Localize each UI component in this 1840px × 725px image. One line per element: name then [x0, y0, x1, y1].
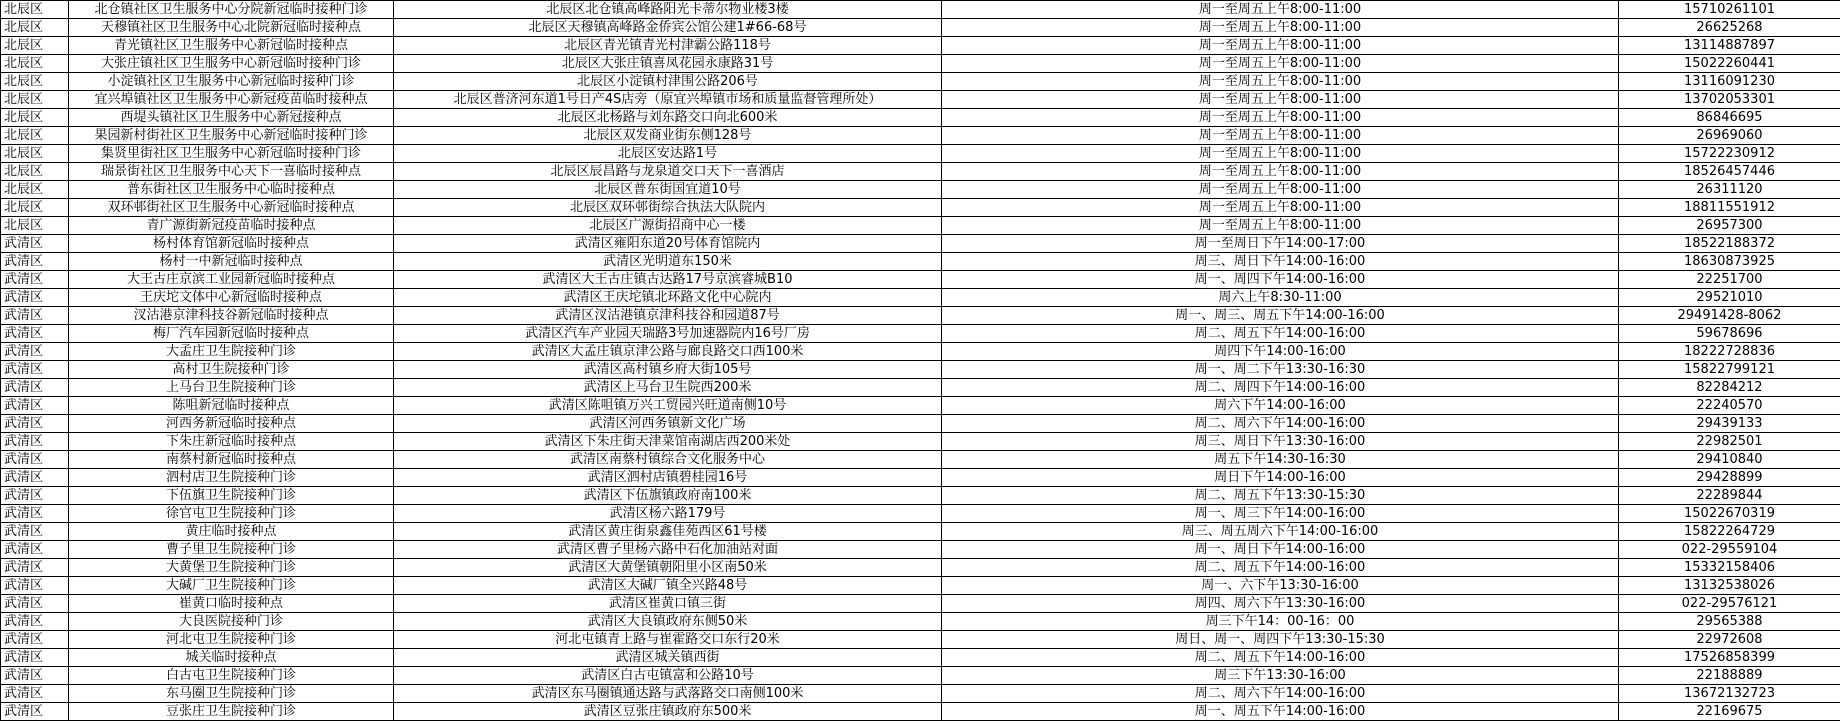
phone-cell[interactable]: 15710261101: [1619, 1, 1840, 19]
district-cell[interactable]: 武清区: [1, 379, 69, 397]
table-row: [1, 577, 1840, 595]
address-cell[interactable]: 武清区下伍旗镇政府南100米: [394, 487, 942, 505]
site-name-cell[interactable]: 河北屯卫生院接种门诊: [69, 631, 394, 649]
address-cell[interactable]: 北辰区辰昌路与龙泉道交口天下一喜酒店: [394, 163, 942, 181]
address-cell[interactable]: 武清区杨六路179号: [394, 505, 942, 523]
table-row: [1, 505, 1840, 523]
table-row: [1, 253, 1840, 271]
table-row: [1, 163, 1840, 181]
phone-cell[interactable]: 022-29576121: [1619, 595, 1840, 613]
address-cell[interactable]: 北辰区小淀镇村津围公路206号: [394, 73, 942, 91]
table-row: [1, 181, 1840, 199]
phone-cell[interactable]: 22289844: [1619, 487, 1840, 505]
phone-cell[interactable]: 22169675: [1619, 703, 1840, 721]
table-row: [1, 469, 1840, 487]
district-cell[interactable]: 武清区: [1, 667, 69, 685]
site-name-cell[interactable]: 集贤里街社区卫生服务中心新冠临时接种门诊: [69, 145, 394, 163]
hours-cell[interactable]: 周一至周五上午8:00-11:00: [942, 73, 1619, 91]
table-row: [1, 667, 1840, 685]
district-cell[interactable]: 武清区: [1, 505, 69, 523]
address-cell[interactable]: 武清区大王古庄镇古达路17号京滨睿城B10: [394, 271, 942, 289]
phone-cell[interactable]: 13114887897: [1619, 37, 1840, 55]
phone-cell[interactable]: 18222728836: [1619, 343, 1840, 361]
site-name-cell[interactable]: 大孟庄卫生院接种门诊: [69, 343, 394, 361]
site-name-cell[interactable]: 崔黄口临时接种点: [69, 595, 394, 613]
phone-cell[interactable]: 13702053301: [1619, 91, 1840, 109]
hours-cell[interactable]: 周三下午13:30-16:00: [942, 667, 1619, 685]
table-row: [1, 613, 1840, 631]
district-cell[interactable]: 武清区: [1, 631, 69, 649]
district-cell[interactable]: 武清区: [1, 253, 69, 271]
hours-cell[interactable]: 周一至周五上午8:00-11:00: [942, 1, 1619, 19]
table-row: [1, 433, 1840, 451]
table-row: [1, 235, 1840, 253]
phone-cell[interactable]: 15822799121: [1619, 361, 1840, 379]
hours-cell[interactable]: 周一至周五上午8:00-11:00: [942, 55, 1619, 73]
table-body: [1, 1, 1840, 721]
site-name-cell[interactable]: 青广源街新冠疫苗临时接种点: [69, 217, 394, 235]
table-row: [1, 289, 1840, 307]
hours-cell[interactable]: 周一、周四下午14:00-16:00: [942, 271, 1619, 289]
phone-cell[interactable]: 26311120: [1619, 181, 1840, 199]
table-row: [1, 55, 1840, 73]
hours-cell[interactable]: 周日、周一、周四下午13:30-15:30: [942, 631, 1619, 649]
address-cell[interactable]: 北辰区天穆镇高峰路金侨宾公馆公建1#66-68号: [394, 19, 942, 37]
table-row: [1, 109, 1840, 127]
phone-cell[interactable]: 22240570: [1619, 397, 1840, 415]
address-cell[interactable]: 北辰区普东街国宜道10号: [394, 181, 942, 199]
phone-cell[interactable]: 29428899: [1619, 469, 1840, 487]
district-cell[interactable]: 武清区: [1, 523, 69, 541]
table-row: [1, 145, 1840, 163]
site-name-cell[interactable]: 杨村一中新冠临时接种点: [69, 253, 394, 271]
phone-cell[interactable]: 22251700: [1619, 271, 1840, 289]
phone-cell[interactable]: 26957300: [1619, 217, 1840, 235]
district-cell[interactable]: 武清区: [1, 595, 69, 613]
hours-cell[interactable]: 周日下午14:00-16:00: [942, 469, 1619, 487]
district-cell[interactable]: 武清区: [1, 325, 69, 343]
table-row: [1, 343, 1840, 361]
site-name-cell[interactable]: 梅厂汽车园新冠临时接种点: [69, 325, 394, 343]
hours-cell[interactable]: 周二、周六下午14:00-16:00: [942, 415, 1619, 433]
address-cell[interactable]: 北辰区北杨路与刘东路交口向北600米: [394, 109, 942, 127]
address-cell[interactable]: 北辰区安达路1号: [394, 145, 942, 163]
address-cell[interactable]: 武清区黄庄街泉鑫佳苑西区61号楼: [394, 523, 942, 541]
site-name-cell[interactable]: 东马圈卫生院接种门诊: [69, 685, 394, 703]
hours-cell[interactable]: 周四、周六下午13:30-16:00: [942, 595, 1619, 613]
site-name-cell[interactable]: 下伍旗卫生院接种门诊: [69, 487, 394, 505]
address-cell[interactable]: 河北屯镇青上路与崔霍路交口东行20米: [394, 631, 942, 649]
site-name-cell[interactable]: 双环邨街社区卫生服务中心新冠临时接种点: [69, 199, 394, 217]
hours-cell[interactable]: 周一至周五上午8:00-11:00: [942, 91, 1619, 109]
phone-cell[interactable]: 26969060: [1619, 127, 1840, 145]
table-row: [1, 685, 1840, 703]
address-cell[interactable]: 武清区陈咀镇万兴工贸园兴旺道南侧10号: [394, 397, 942, 415]
site-name-cell[interactable]: 黄庄临时接种点: [69, 523, 394, 541]
district-cell[interactable]: 武清区: [1, 361, 69, 379]
phone-cell[interactable]: 17526858399: [1619, 649, 1840, 667]
phone-cell[interactable]: 82284212: [1619, 379, 1840, 397]
site-name-cell[interactable]: 大碱厂卫生院接种门诊: [69, 577, 394, 595]
hours-cell[interactable]: 周四下午14:00-16:00: [942, 343, 1619, 361]
district-cell[interactable]: 武清区: [1, 559, 69, 577]
phone-cell[interactable]: 22982501: [1619, 433, 1840, 451]
district-cell[interactable]: 北辰区: [1, 37, 69, 55]
site-name-cell[interactable]: 高村卫生院接种门诊: [69, 361, 394, 379]
district-cell[interactable]: 北辰区: [1, 1, 69, 19]
table-row: [1, 37, 1840, 55]
address-cell[interactable]: 武清区上马台卫生院西200米: [394, 379, 942, 397]
address-cell[interactable]: 武清区雍阳东道20号体育馆院内: [394, 235, 942, 253]
hours-cell[interactable]: 周一至周五上午8:00-11:00: [942, 145, 1619, 163]
phone-cell[interactable]: 29565388: [1619, 613, 1840, 631]
district-cell[interactable]: 武清区: [1, 433, 69, 451]
district-cell[interactable]: 武清区: [1, 397, 69, 415]
address-cell[interactable]: 武清区大孟庄镇京津公路与廊良路交口西100米: [394, 343, 942, 361]
site-name-cell[interactable]: 豆张庄卫生院接种门诊: [69, 703, 394, 721]
table-row: [1, 451, 1840, 469]
hours-cell[interactable]: 周一至周日下午14:00-17:00: [942, 235, 1619, 253]
hours-cell[interactable]: 周一、周日下午14:00-16:00: [942, 541, 1619, 559]
district-cell[interactable]: 武清区: [1, 487, 69, 505]
hours-cell[interactable]: 周二、周四下午14:00-16:00: [942, 379, 1619, 397]
address-cell[interactable]: 武清区泗村店镇碧桂园16号: [394, 469, 942, 487]
hours-cell[interactable]: 周三、周日下午13:30-16:00: [942, 433, 1619, 451]
district-cell[interactable]: 北辰区: [1, 91, 69, 109]
site-name-cell[interactable]: 泗村店卫生院接种门诊: [69, 469, 394, 487]
address-cell[interactable]: 武清区下朱庄街天津菜馆南湖店西200米处: [394, 433, 942, 451]
hours-cell[interactable]: 周一至周五上午8:00-11:00: [942, 109, 1619, 127]
phone-cell[interactable]: 59678696: [1619, 325, 1840, 343]
district-cell[interactable]: 武清区: [1, 541, 69, 559]
table-row: [1, 541, 1840, 559]
table-row: [1, 487, 1840, 505]
table-row: [1, 199, 1840, 217]
site-name-cell[interactable]: 白古屯卫生院接种门诊: [69, 667, 394, 685]
hours-cell[interactable]: 周一、周三、周五下午14:00-16:00: [942, 307, 1619, 325]
district-cell[interactable]: 北辰区: [1, 55, 69, 73]
district-cell[interactable]: 北辰区: [1, 127, 69, 145]
phone-cell[interactable]: 29410840: [1619, 451, 1840, 469]
district-cell[interactable]: 武清区: [1, 415, 69, 433]
hours-cell[interactable]: 周二、周六下午14:00-16:00: [942, 685, 1619, 703]
address-cell[interactable]: 武清区汽车产业园天瑞路3号加速器院内16号厂房: [394, 325, 942, 343]
address-cell[interactable]: 武清区南蔡村镇综合文化服务中心: [394, 451, 942, 469]
table-row: [1, 271, 1840, 289]
hours-cell[interactable]: 周三、周日下午14:00-16:00: [942, 253, 1619, 271]
site-name-cell[interactable]: 城关临时接种点: [69, 649, 394, 667]
hours-cell[interactable]: 周一、周三下午14:00-16:00: [942, 505, 1619, 523]
hours-cell[interactable]: 周二、周五下午14:00-16:00: [942, 325, 1619, 343]
address-cell[interactable]: 武清区城关镇西街: [394, 649, 942, 667]
site-name-cell[interactable]: 上马台卫生院接种门诊: [69, 379, 394, 397]
table-row: [1, 397, 1840, 415]
site-name-cell[interactable]: 杨村体育馆新冠临时接种点: [69, 235, 394, 253]
address-cell[interactable]: 武清区大黄堡镇朝阳里小区南50米: [394, 559, 942, 577]
address-cell[interactable]: 北辰区广源街招商中心一楼: [394, 217, 942, 235]
district-cell[interactable]: 武清区: [1, 235, 69, 253]
hours-cell[interactable]: 周三下午14：00-16：00: [942, 613, 1619, 631]
site-name-cell[interactable]: 南蔡村新冠临时接种点: [69, 451, 394, 469]
site-name-cell[interactable]: 下朱庄新冠临时接种点: [69, 433, 394, 451]
address-cell[interactable]: 北辰区青光镇青光村津霸公路118号: [394, 37, 942, 55]
address-cell[interactable]: 武清区崔黄口镇三街: [394, 595, 942, 613]
phone-cell[interactable]: 15022670319: [1619, 505, 1840, 523]
hours-cell[interactable]: 周一至周五上午8:00-11:00: [942, 37, 1619, 55]
table-row: [1, 559, 1840, 577]
district-cell[interactable]: 武清区: [1, 451, 69, 469]
district-cell[interactable]: 武清区: [1, 289, 69, 307]
table-row: [1, 595, 1840, 613]
site-name-cell[interactable]: 大王古庄京滨工业园新冠临时接种点: [69, 271, 394, 289]
hours-cell[interactable]: 周一、六下午13:30-16:00: [942, 577, 1619, 595]
address-cell[interactable]: 北辰区双环邨街综合执法大队院内: [394, 199, 942, 217]
district-cell[interactable]: 武清区: [1, 307, 69, 325]
site-name-cell[interactable]: 大张庄镇社区卫生服务中心新冠临时接种门诊: [69, 55, 394, 73]
table-row: [1, 307, 1840, 325]
district-cell[interactable]: 北辰区: [1, 181, 69, 199]
hours-cell[interactable]: 周一至周五上午8:00-11:00: [942, 127, 1619, 145]
table-row: [1, 415, 1840, 433]
site-name-cell[interactable]: 小淀镇社区卫生服务中心新冠临时接种门诊: [69, 73, 394, 91]
address-cell[interactable]: 武清区光明道东150米: [394, 253, 942, 271]
table-row: [1, 127, 1840, 145]
site-name-cell[interactable]: 天穆镇社区卫生服务中心北院新冠临时接种点: [69, 19, 394, 37]
table-row: [1, 217, 1840, 235]
address-cell[interactable]: 武清区大碱厂镇全兴路48号: [394, 577, 942, 595]
address-cell[interactable]: 武清区王庆坨镇北环路文化中心院内: [394, 289, 942, 307]
district-cell[interactable]: 武清区: [1, 685, 69, 703]
hours-cell[interactable]: 周二、周五下午13:30-15:30: [942, 487, 1619, 505]
site-name-cell[interactable]: 大良医院接种门诊: [69, 613, 394, 631]
hours-cell[interactable]: 周二、周五下午14:00-16:00: [942, 559, 1619, 577]
table-row: [1, 73, 1840, 91]
district-cell[interactable]: 武清区: [1, 469, 69, 487]
table-row: [1, 703, 1840, 721]
phone-cell[interactable]: 22972608: [1619, 631, 1840, 649]
hours-cell[interactable]: 周三、周五周六下午14:00-16:00: [942, 523, 1619, 541]
site-name-cell[interactable]: 陈咀新冠临时接种点: [69, 397, 394, 415]
district-cell[interactable]: 北辰区: [1, 217, 69, 235]
site-name-cell[interactable]: 河西务新冠临时接种点: [69, 415, 394, 433]
hours-cell[interactable]: 周六上午8:30-11:00: [942, 289, 1619, 307]
table-row: [1, 325, 1840, 343]
site-name-cell[interactable]: 北仓镇社区卫生服务中心分院新冠临时接种门诊: [69, 1, 394, 19]
site-name-cell[interactable]: 果园新村街社区卫生服务中心新冠临时接种门诊: [69, 127, 394, 145]
site-name-cell[interactable]: 大黄堡卫生院接种门诊: [69, 559, 394, 577]
table-row: [1, 631, 1840, 649]
phone-cell[interactable]: 15022260441: [1619, 55, 1840, 73]
phone-cell[interactable]: 13672132723: [1619, 685, 1840, 703]
phone-cell[interactable]: 13132538026: [1619, 577, 1840, 595]
address-cell[interactable]: 武清区河西务镇新文化广场: [394, 415, 942, 433]
site-name-cell[interactable]: 汊沽港京津科技谷新冠临时接种点: [69, 307, 394, 325]
phone-cell[interactable]: 022-29559104: [1619, 541, 1840, 559]
address-cell[interactable]: 北辰区北仓镇高峰路阳光卡蒂尔物业楼3楼: [394, 1, 942, 19]
district-cell[interactable]: 武清区: [1, 577, 69, 595]
phone-cell[interactable]: 22188889: [1619, 667, 1840, 685]
district-cell[interactable]: 北辰区: [1, 19, 69, 37]
table-row: [1, 19, 1840, 37]
hours-cell[interactable]: 周二、周五下午14:00-16:00: [942, 649, 1619, 667]
district-cell[interactable]: 武清区: [1, 613, 69, 631]
district-cell[interactable]: 北辰区: [1, 73, 69, 91]
address-cell[interactable]: 北辰区双发商业街东侧128号: [394, 127, 942, 145]
phone-cell[interactable]: 15722230912: [1619, 145, 1840, 163]
phone-cell[interactable]: 29491428-8062: [1619, 307, 1840, 325]
hours-cell[interactable]: 周一至周五上午8:00-11:00: [942, 199, 1619, 217]
address-cell[interactable]: 武清区大良镇政府东侧50米: [394, 613, 942, 631]
site-name-cell[interactable]: 曹子里卫生院接种门诊: [69, 541, 394, 559]
table-row: [1, 1, 1840, 19]
phone-cell[interactable]: 15332158406: [1619, 559, 1840, 577]
site-name-cell[interactable]: 徐官屯卫生院接种门诊: [69, 505, 394, 523]
phone-cell[interactable]: 86846695: [1619, 109, 1840, 127]
address-cell[interactable]: 北辰区大张庄镇喜凤花园永康路31号: [394, 55, 942, 73]
phone-cell[interactable]: 18522188372: [1619, 235, 1840, 253]
site-name-cell[interactable]: 西堤头镇社区卫生服务中心新冠接种点: [69, 109, 394, 127]
hours-cell[interactable]: 周一至周五上午8:00-11:00: [942, 181, 1619, 199]
address-cell[interactable]: 武清区高村镇乡府大街105号: [394, 361, 942, 379]
phone-cell[interactable]: 18811551912: [1619, 199, 1840, 217]
hours-cell[interactable]: 周一、周二下午13:30-16:30: [942, 361, 1619, 379]
district-cell[interactable]: 武清区: [1, 343, 69, 361]
phone-cell[interactable]: 29439133: [1619, 415, 1840, 433]
site-name-cell[interactable]: 瑞景街社区卫生服务中心天下一喜临时接种点: [69, 163, 394, 181]
address-cell[interactable]: 武清区白古屯镇富和公路10号: [394, 667, 942, 685]
phone-cell[interactable]: 29521010: [1619, 289, 1840, 307]
phone-cell[interactable]: 26625268: [1619, 19, 1840, 37]
site-name-cell[interactable]: 王庆坨文体中心新冠临时接种点: [69, 289, 394, 307]
hours-cell[interactable]: 周六下午14:00-16:00: [942, 397, 1619, 415]
hours-cell[interactable]: 周一、周五下午14:00-16:00: [942, 703, 1619, 721]
table-row: [1, 361, 1840, 379]
address-cell[interactable]: 武清区东马圈镇通达路与武落路交口南侧100米: [394, 685, 942, 703]
site-name-cell[interactable]: 普东街社区卫生服务中心临时接种点: [69, 181, 394, 199]
hours-cell[interactable]: 周一至周五上午8:00-11:00: [942, 163, 1619, 181]
phone-cell[interactable]: 15822264729: [1619, 523, 1840, 541]
hours-cell[interactable]: 周一至周五上午8:00-11:00: [942, 19, 1619, 37]
table-row: [1, 523, 1840, 541]
district-cell[interactable]: 武清区: [1, 271, 69, 289]
address-cell[interactable]: 武清区汊沽港镇京津科技谷和园道87号: [394, 307, 942, 325]
district-cell[interactable]: 武清区: [1, 703, 69, 721]
address-cell[interactable]: 武清区曹子里杨六路中石化加油站对面: [394, 541, 942, 559]
district-cell[interactable]: 武清区: [1, 649, 69, 667]
district-cell[interactable]: 北辰区: [1, 109, 69, 127]
phone-cell[interactable]: 18526457446: [1619, 163, 1840, 181]
district-cell[interactable]: 北辰区: [1, 199, 69, 217]
address-cell[interactable]: 武清区豆张庄镇政府东500米: [394, 703, 942, 721]
table-row: [1, 91, 1840, 109]
hours-cell[interactable]: 周五下午14:30-16:30: [942, 451, 1619, 469]
address-cell[interactable]: 北辰区普济河东道1号日产4S店旁（原宜兴埠镇市场和质量监督管理所处）: [394, 91, 942, 109]
site-name-cell[interactable]: 宜兴埠镇社区卫生服务中心新冠疫苗临时接种点: [69, 91, 394, 109]
site-name-cell[interactable]: 青光镇社区卫生服务中心新冠临时接种点: [69, 37, 394, 55]
table-row: [1, 379, 1840, 397]
district-cell[interactable]: 北辰区: [1, 145, 69, 163]
table-row: [1, 649, 1840, 667]
district-cell[interactable]: 北辰区: [1, 163, 69, 181]
hours-cell[interactable]: 周一至周五上午8:00-11:00: [942, 217, 1619, 235]
phone-cell[interactable]: 18630873925: [1619, 253, 1840, 271]
phone-cell[interactable]: 13116091230: [1619, 73, 1840, 91]
